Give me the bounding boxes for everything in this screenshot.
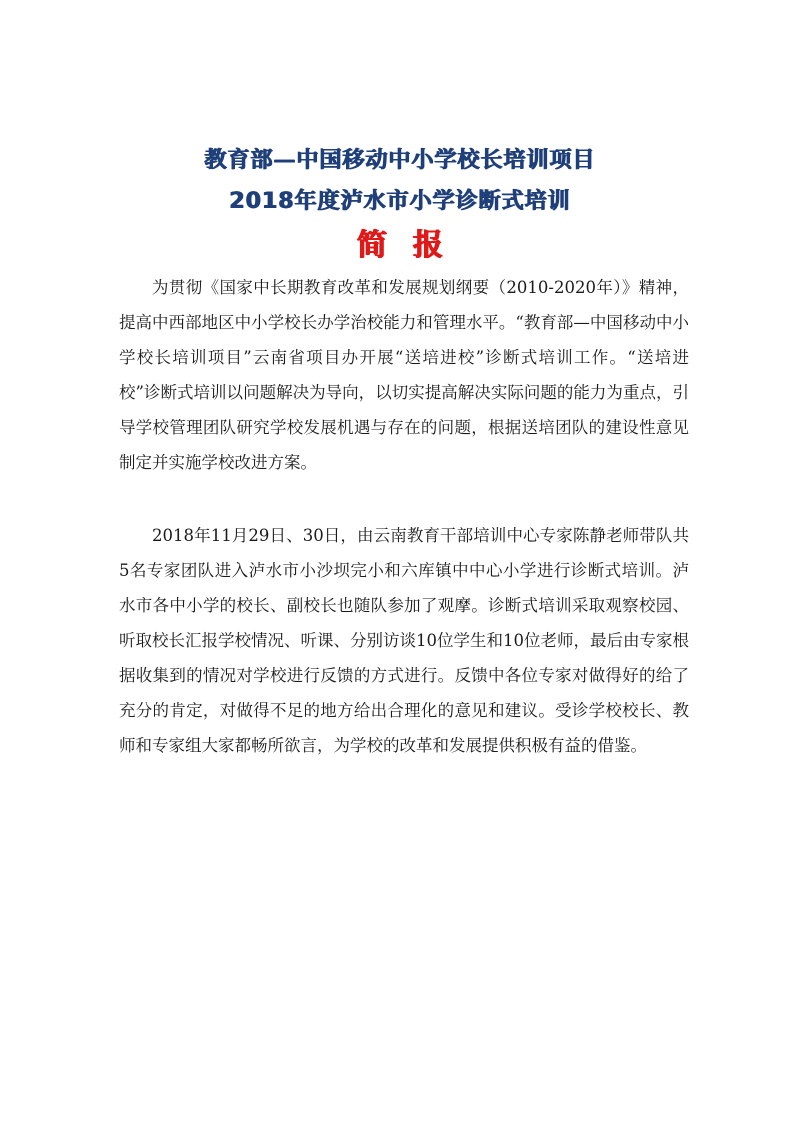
- body-paragraph-1: 为贯彻《国家中长期教育改革和发展规划纲要（2010-2020年）》精神，提高中西部地区中小学校长办学治校能力和管理水平。“教育部—中国移动中小学校长培训项目”云南省项目办开展“送培进校”诊断式培训工作。“送培进校”诊断式培训以问题解决为导向，以切实提高解决实际问题的能力为重点，引导学校管理团队研究学校发展机遇与存在的问题，根据送培团队的建设性意见制定并实施学校改进方案。: [119, 278, 689, 472]
- body-paragraph-2: 2018年11月29日、30日，由云南教育干部培训中心专家陈静老师带队共5名专家团队进入泸水市小沙坝完小和六库镇中中心小学进行诊断式培训。泸水市各中小学的校长、副校长也随队参加了观摩。诊断式培训采取观察校园、听取校长汇报学校情况、听课、分别访谈10位学生和10位老师，最后由专家根据收集到的情况对学校进行反馈的方式进行。反馈中各位专家对做得好的给了充分的肯定，对做得不足的地方给出合理化的意见和建议。受诊学校校长、教师和专家组大家都畅所欲言，为学校的改革和发展提供积极有益的借鉴。: [119, 526, 689, 755]
- document-title-line-2: 2018年度泸水市小学诊断式培训: [229, 189, 571, 214]
- document-title-line-1: 教育部—中国移动中小学校长培训项目: [204, 148, 596, 173]
- briefing-headline: 简报: [357, 228, 469, 263]
